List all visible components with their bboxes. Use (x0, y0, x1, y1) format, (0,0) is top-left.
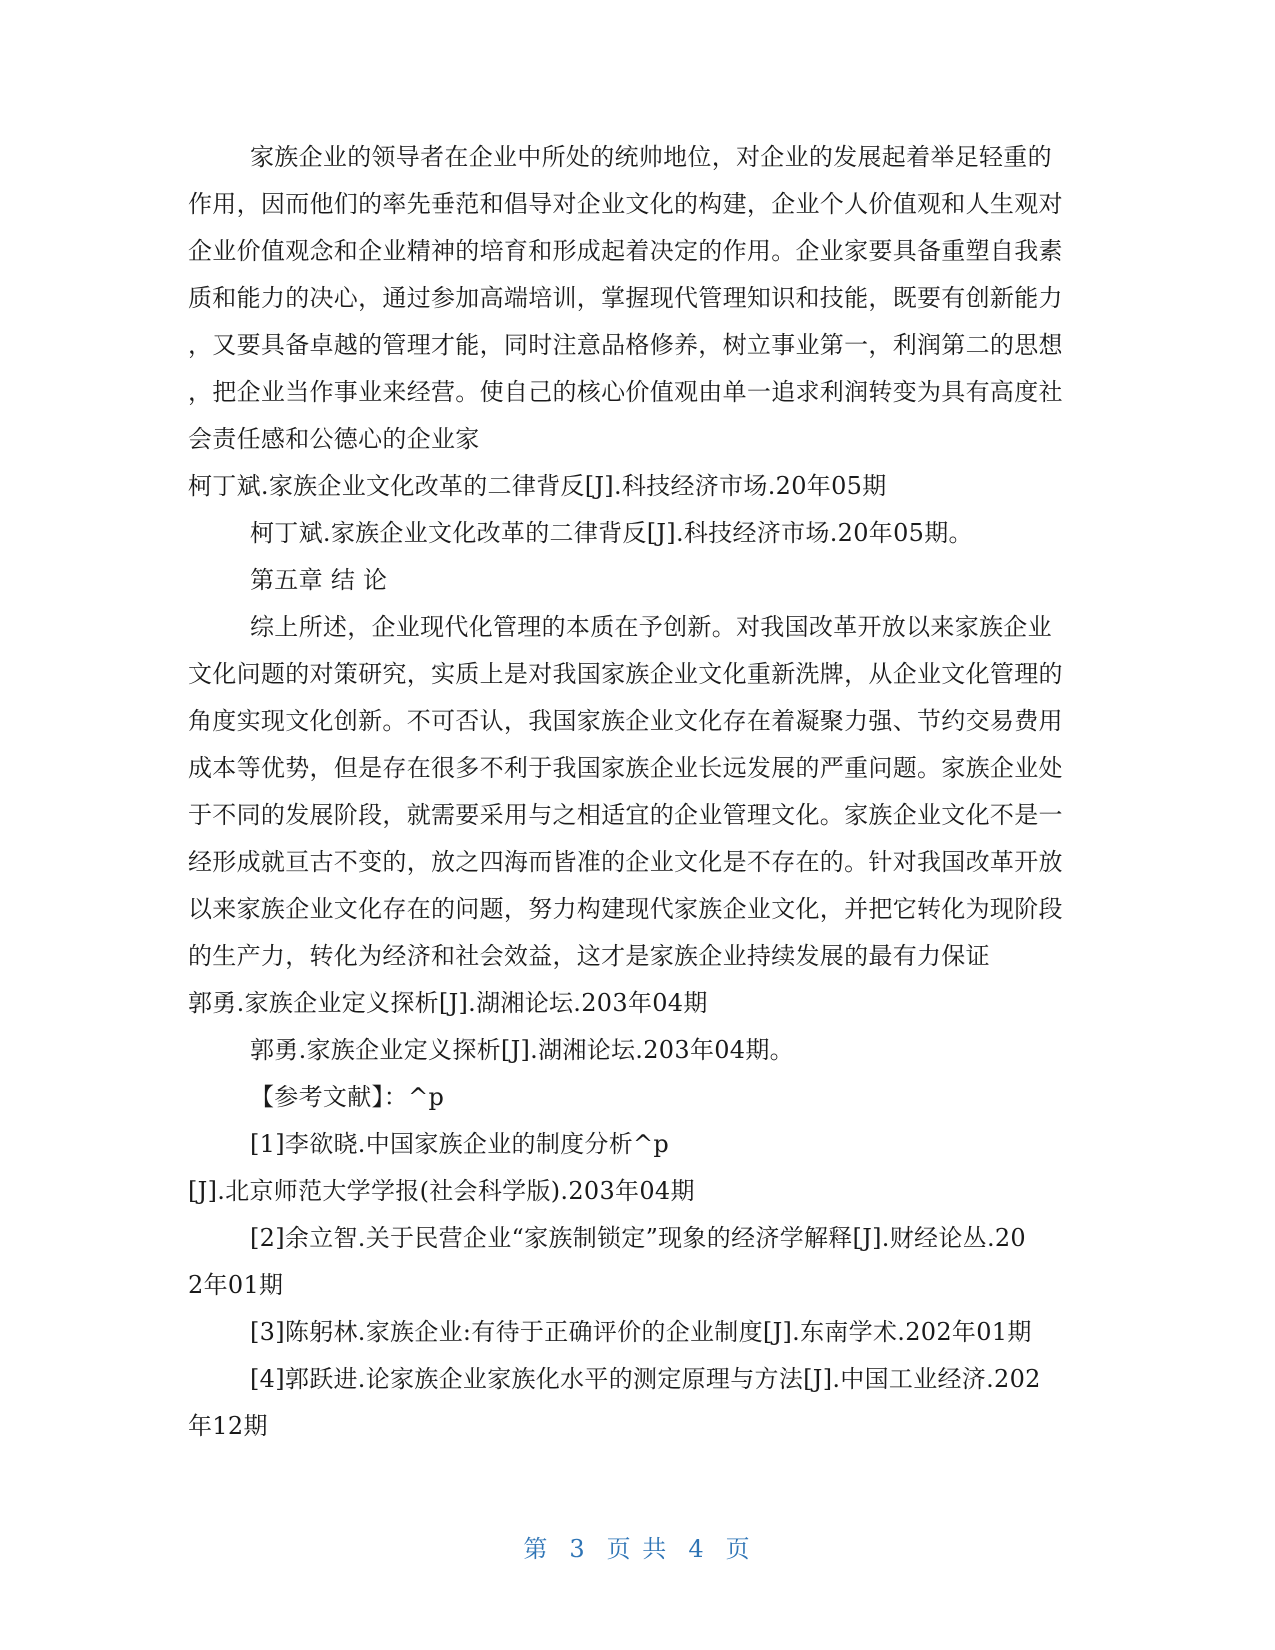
footer-current-page: 3 (569, 1535, 587, 1563)
footer-suffix: 页 (725, 1535, 752, 1563)
footer-middle: 页 共 (606, 1535, 669, 1563)
para1-line-4: 质和能力的决心，通过参加高端培训，掌握现代管理知识和技能，既要有创新能力 (188, 284, 1063, 312)
para2-line-5: 于不同的发展阶段，就需要采用与之相适宜的企业管理文化。家族企业文化不是一 (188, 801, 1063, 829)
citation-1: 柯丁斌.家族企业文化改革的二律背反[J].科技经济市场.20年05期 (188, 472, 887, 500)
citation-2-repeat: 郭勇.家族企业定义探析[J].湖湘论坛.203年04期。 (250, 1036, 794, 1064)
chapter-heading: 第五章 结 论 (250, 566, 388, 594)
reference-2-cont: 2年01期 (188, 1271, 284, 1299)
para1-line-7: 会责任感和公德心的企业家 (188, 425, 480, 453)
page-footer (0, 1534, 1275, 1564)
reference-4-cont: 年12期 (188, 1412, 268, 1440)
para2-line-4: 成本等优势，但是存在很多不利于我国家族企业长远发展的严重问题。家族企业处 (188, 754, 1063, 782)
reference-4: [4]郭跃进.论家族企业家族化水平的测定原理与方法[J].中国工业经济.202 (250, 1365, 1041, 1393)
para1-line-5: ，又要具备卓越的管理才能，同时注意品格修养，树立事业第一，利润第二的思想 (188, 331, 1063, 359)
reference-1: [1]李欲晓.中国家族企业的制度分析^p (250, 1130, 670, 1158)
para1-line-6: ，把企业当作事业来经营。使自己的核心价值观由单一追求利润转变为具有高度社 (188, 378, 1063, 406)
para2-line-6: 经形成就亘古不变的，放之四海而皆准的企业文化是不存在的。针对我国改革开放 (188, 848, 1063, 876)
para2-line-2: 文化问题的对策研究，实质上是对我国家族企业文化重新洗牌，从企业文化管理的 (188, 660, 1063, 688)
citation-1-repeat: 柯丁斌.家族企业文化改革的二律背反[J].科技经济市场.20年05期。 (250, 519, 973, 547)
footer-prefix: 第 (523, 1535, 550, 1563)
reference-1-cont: [J].北京师范大学学报(社会科学版).203年04期 (188, 1177, 695, 1205)
para1-line-3: 企业价值观念和企业精神的培育和形成起着决定的作用。企业家要具备重塑自我素 (188, 237, 1063, 265)
reference-2: [2]余立智.关于民营企业“家族制锁定”现象的经济学解释[J].财经论丛.20 (250, 1224, 1027, 1252)
para2-line-3: 角度实现文化创新。不可否认，我国家族企业文化存在着凝聚力强、节约交易费用 (188, 707, 1063, 735)
citation-2: 郭勇.家族企业定义探析[J].湖湘论坛.203年04期 (188, 989, 708, 1017)
para2-line-8: 的生产力，转化为经济和社会效益，这才是家族企业持续发展的最有力保证 (188, 942, 990, 970)
references-heading: 【参考文献】：^p (250, 1083, 445, 1111)
para2-line-1: 综上所述，企业现代化管理的本质在予创新。对我国改革开放以来家族企业 (250, 613, 1052, 641)
para1-line-1: 家族企业的领导者在企业中所处的统帅地位，对企业的发展起着举足轻重的 (250, 143, 1052, 171)
para1-line-2: 作用，因而他们的率先垂范和倡导对企业文化的构建，企业个人价值观和人生观对 (188, 190, 1063, 218)
reference-3: [3]陈躬林.家族企业:有待于正确评价的企业制度[J].东南学术.202年01期 (250, 1318, 1032, 1346)
para2-line-7: 以来家族企业文化存在的问题，努力构建现代家族企业文化，并把它转化为现阶段 (188, 895, 1063, 923)
footer-total-pages: 4 (688, 1535, 706, 1563)
